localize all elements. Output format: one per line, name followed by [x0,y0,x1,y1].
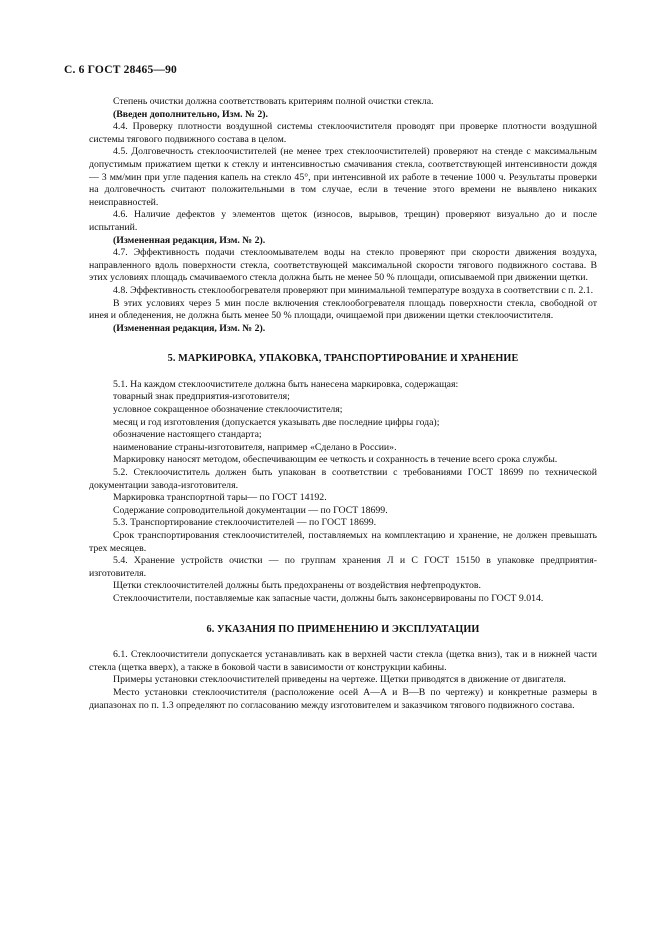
paragraph: 4.6. Наличие дефектов у элементов щеток (износов, вырывов, трещин) проверяют визуально до и после испытаний. [89,209,597,233]
amendment-note: (Измененная редакция, Изм. № 2). [113,234,266,246]
paragraph: обозначение настоящего стандарта; [113,429,262,441]
paragraph: 4.8. Эффективность стеклообогревателя проверяют при минимальной температуре воздуха в соответствии с п. 2.1. [113,284,594,296]
section-heading: 5. МАРКИРОВКА, УПАКОВКА, ТРАНСПОРТИРОВАНИЕ И ХРАНЕНИЕ [167,353,519,365]
amendment-note: (Измененная редакция, Изм. № 2). [113,322,266,334]
paragraph: месяц и год изготовления (допускается указывать две последние цифры года); [113,416,440,428]
document-body [89,96,597,712]
paragraph: 4.5. Долговечность стеклоочистителей (не менее трех стеклоочистителей) проверяют на стенде с максимальным допустимым прижатием щетки к стеклу и интенсивностью смачивания стекла, соответствующей интенсивности дождя — 3 мм/мин при угле падения капель на стекло 45°, при интенсивной их работе в течение 1000 ч. Результаты проверки на долговечность считают положительными в том случае, если в течение этого времени не выявлено никаких неисправностей. [89,146,597,208]
paragraph: товарный знак предприятия-изготовителя; [113,391,290,403]
paragraph: Примеры установки стеклоочистителей приведены на чертеже. Щетки приводятся в движение от двигателя. [113,674,566,686]
paragraph: Щетки стеклоочистителей должны быть предохранены от воздействия нефтепродуктов. [113,580,481,592]
section-heading: 6. УКАЗАНИЯ ПО ПРИМЕНЕНИЮ И ЭКСПЛУАТАЦИИ [206,623,480,635]
paragraph: Степень очистки должна соответствовать критериям полной очистки стекла. [113,96,434,107]
paragraph: Маркировка транспортной тары— по ГОСТ 14192. [113,492,327,504]
paragraph: Стеклоочистители, поставляемые как запасные части, должны быть законсервированы по ГОСТ 9.014. [113,592,544,604]
paragraph: наименование страны-изготовителя, например «Сделано в России». [113,441,397,453]
paragraph: В этих условиях через 5 мин после включения стеклообогревателя площадь поверхности стекла, свободной от инея и обледенения, не должна быть менее 50 % площади, очищаемой при движении щетки стеклоочистителя. [89,297,597,322]
paragraph: Маркировку наносят методом, обеспечивающим ее четкость и сохранность в течение всего срока службы. [113,454,558,466]
paragraph: Место установки стеклоочистителя (расположение осей А—А и В—В по чертежу) и конкретные размеры в диапазонах по п. 1.3 определяют по согласованию между изготовителем и заказчиком тягового подвижного состава. [89,686,597,711]
paragraph: 5.2. Стеклоочиститель должен быть упакован в соответствии с требованиями ГОСТ 18699 по технической документации завода-изготовителя. [89,467,597,491]
paragraph: условное сокращенное обозначение стеклоочистителя; [113,404,343,416]
paragraph: 5.3. Транспортирование стеклоочистителей — по ГОСТ 18699. [113,517,377,529]
paragraph: 6.1. Стеклоочистители допускается устанавливать как в верхней части стекла (щетка вниз), так и в нижней части стекла (щетка вверх), а также в боковой части в зависимости от конструкции кабины. [89,649,597,673]
amendment-note: (Введен дополнительно, Изм. № 2). [113,108,268,120]
paragraph: 4.7. Эффективность подачи стеклоомывателем воды на стекло проверяют при скорости движения воздуха, направленного вдоль поверхности стекла, соответствующей максимальной скорости тягового подвижного состава. В этих условиях площадь смачиваемого стекла должна быть не менее 50 % площади, описываемой при движении щетки. [89,247,597,284]
paragraph: 4.4. Проверку плотности воздушной системы стеклоочистителя проводят при проверке плотности воздушной системы тягового подвижного состава в целом. [89,121,597,145]
paragraph: Срок транспортирования стеклоочистителей, поставляемых на комплектацию и хранение, не должен превышать трех месяцев. [89,530,597,554]
paragraph: Содержание сопроводительной документации — по ГОСТ 18699. [113,504,388,516]
paragraph: 5.4. Хранение устройств очистки — по группам хранения Л и С ГОСТ 15150 в упаковке предприятия-изготовителя. [89,555,597,579]
paragraph: 5.1. На каждом стеклоочистителе должна быть нанесена маркировка, содержащая: [113,378,459,390]
page-header: С. 6 ГОСТ 28465—90 [64,64,177,76]
